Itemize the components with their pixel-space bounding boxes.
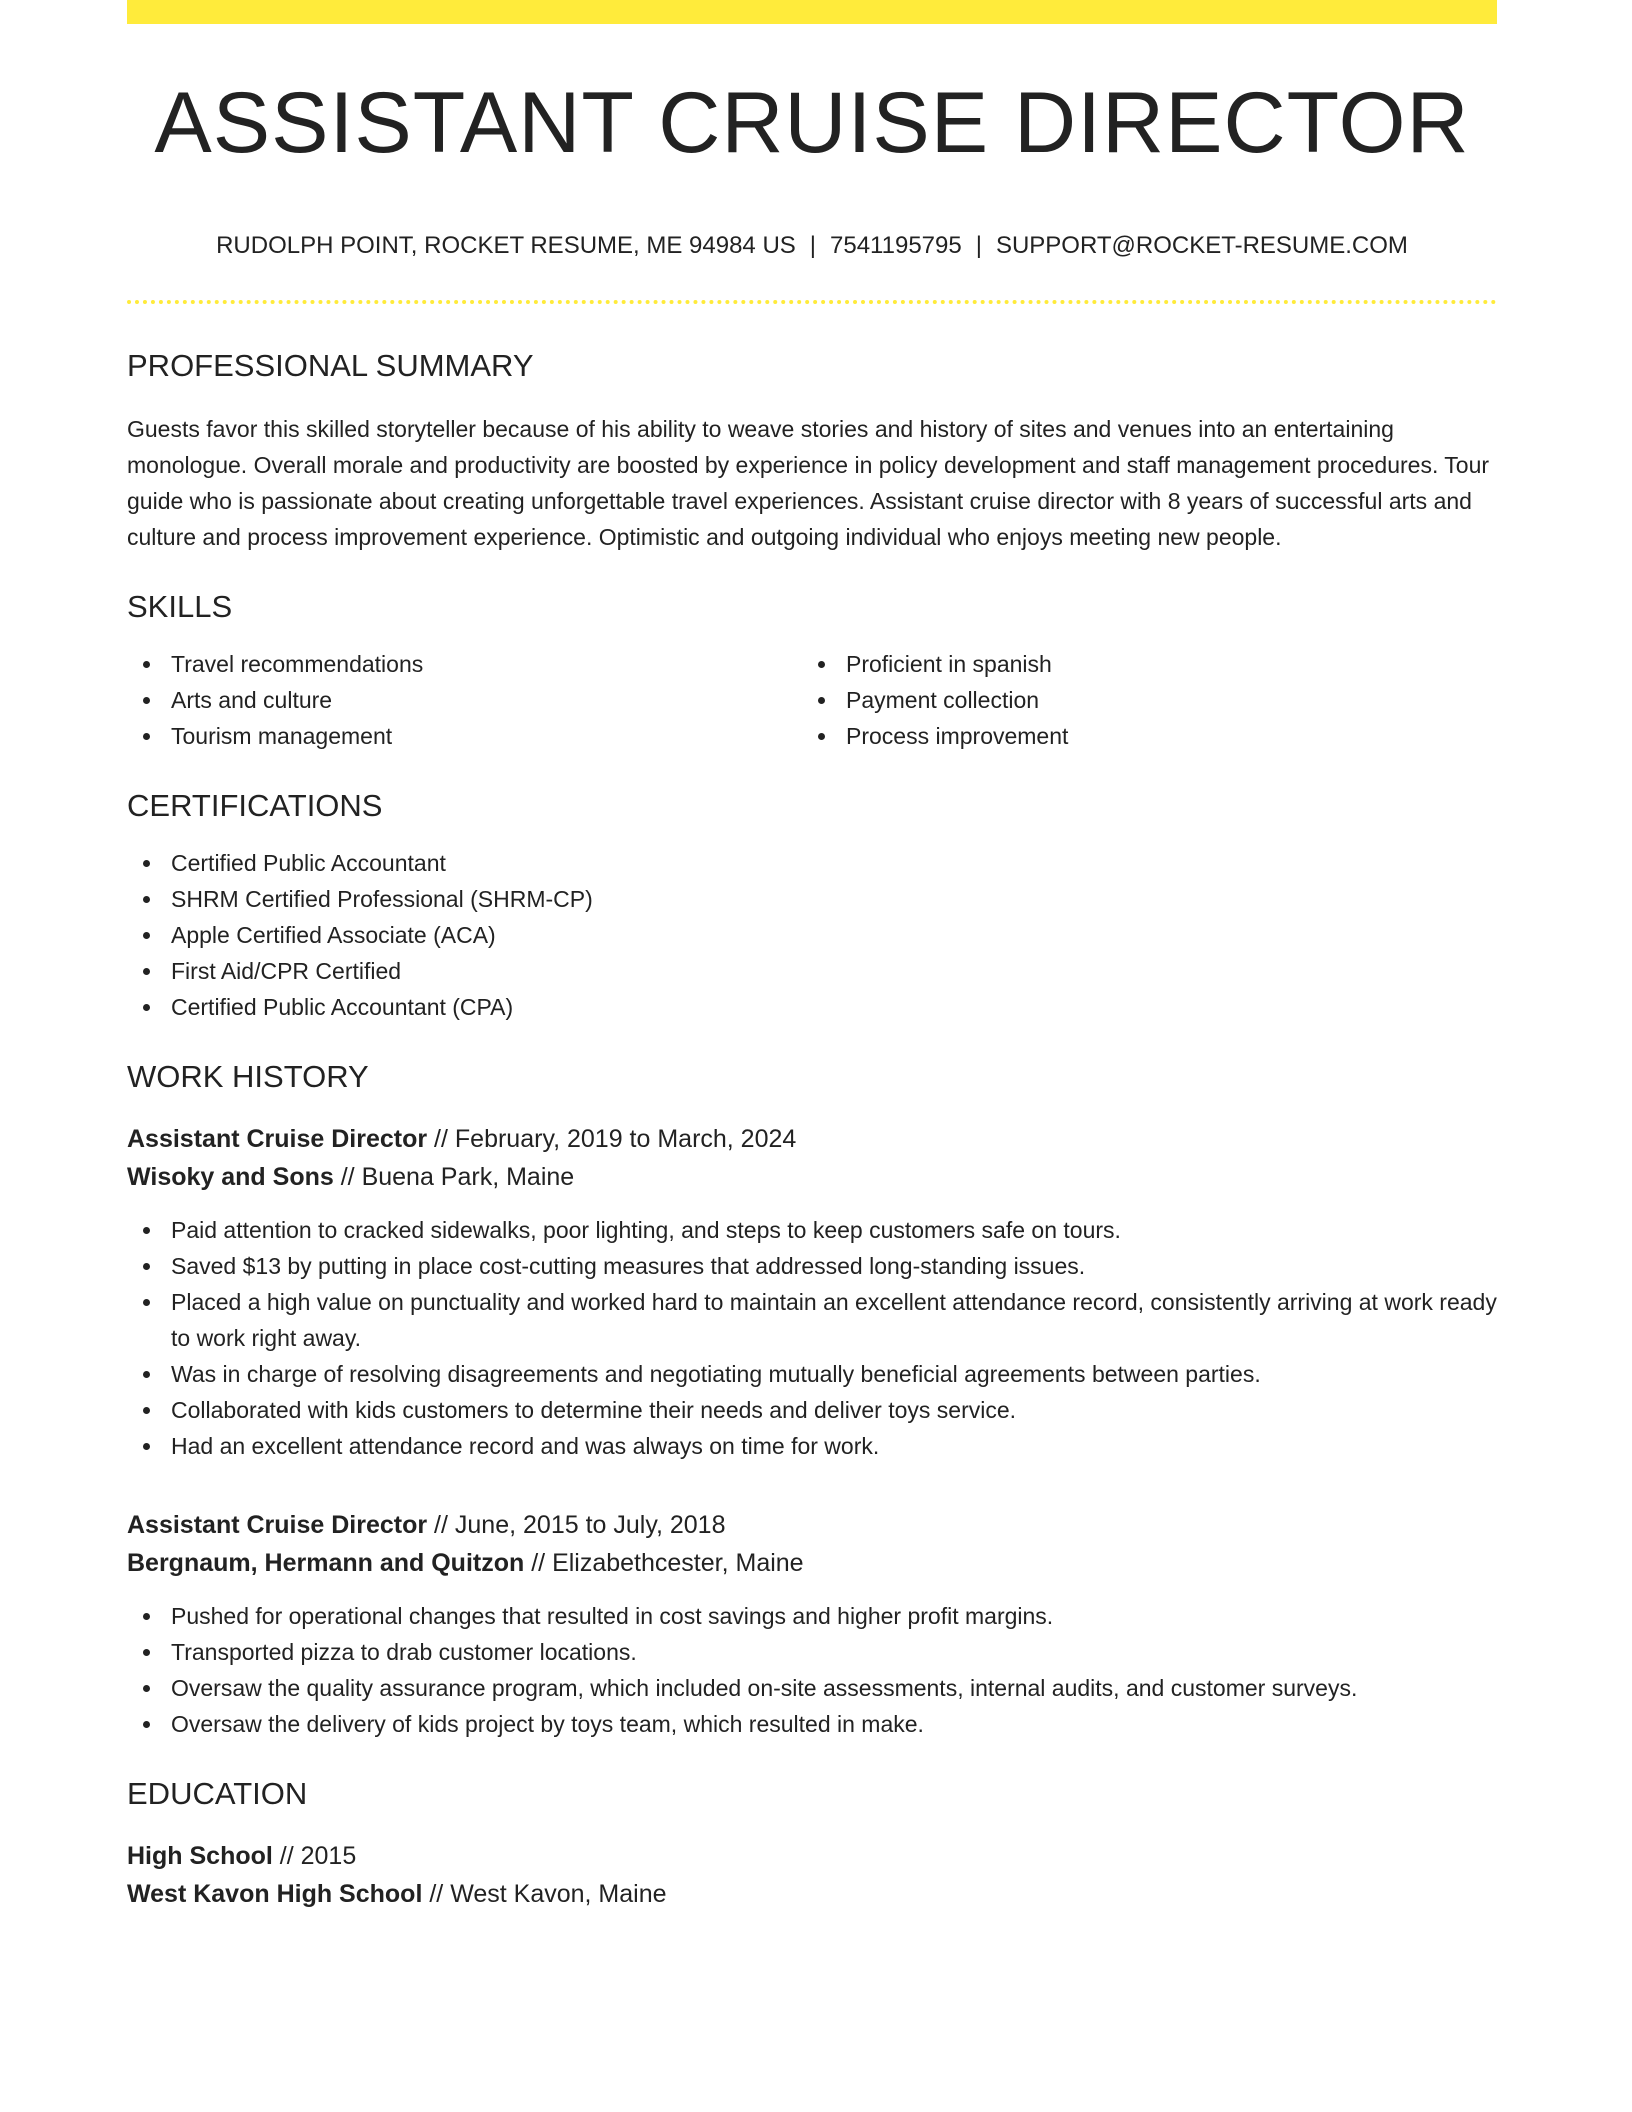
list-item: Certified Public Accountant (127, 845, 1497, 881)
bullet-icon (143, 1685, 150, 1692)
education-school-line (127, 1875, 1497, 1913)
bullet-icon (143, 1227, 150, 1234)
list-item: Placed a high value on punctuality and worked hard to maintain an excellent attendance record, consistently arriving at work ready to work right away. (127, 1284, 1497, 1356)
list-item: Payment collection (802, 682, 1477, 718)
job-bullets (127, 1598, 1497, 1742)
job-company-line (127, 1544, 1497, 1582)
bullet-icon (143, 968, 150, 975)
contact-email: SUPPORT@ROCKET-RESUME.COM (995, 232, 1408, 259)
list-item: Collaborated with kids customers to determine their needs and deliver toys service. (127, 1392, 1497, 1428)
job-dates: February, 2019 to March, 2024 (454, 1125, 797, 1153)
resume-title: ASSISTANT CRUISE DIRECTOR (154, 75, 1470, 171)
job-company: Bergnaum, Hermann and Quitzon (127, 1549, 525, 1577)
list-item: First Aid/CPR Certified (127, 953, 1497, 989)
field-separator: // (427, 1511, 455, 1539)
list-item: Pushed for operational changes that resulted in cost savings and higher profit margins. (127, 1598, 1497, 1634)
bullet-icon (818, 661, 825, 668)
job-dates: June, 2015 to July, 2018 (454, 1511, 726, 1539)
contact-separator: | (809, 232, 817, 259)
list-item: Oversaw the quality assurance program, which included on-site assessments, internal audits, and customer surveys. (127, 1670, 1497, 1706)
job-role: Assistant Cruise Director (127, 1125, 428, 1153)
education-degree-line (127, 1837, 1497, 1875)
bullet-icon (818, 733, 825, 740)
list-item: Process improvement (802, 718, 1477, 754)
contact-line (127, 234, 1497, 258)
education-school: West Kavon High School (127, 1880, 423, 1908)
certifications-list (127, 845, 1497, 1025)
bullet-icon (143, 1613, 150, 1620)
job-bullets (127, 1212, 1497, 1464)
bullet-icon (143, 697, 150, 704)
field-separator: // (427, 1125, 455, 1153)
skills-list-right (802, 646, 1477, 754)
bullet-icon (818, 697, 825, 704)
certifications-heading: CERTIFICATIONS (127, 788, 383, 823)
bullet-icon (143, 1721, 150, 1728)
summary-text: Guests favor this skilled storyteller because of his ability to weave stories and history of sites and venues into an entertaining monologue. Overall morale and productivity are boosted by experience in policy development and staff management procedures. Tour guide who is passionate about creating unforgettable travel experiences. Assistant cruise director with 8 years of successful arts and culture and process improvement experience. Optimistic and outgoing individual who enjoys meeting new people. (127, 416, 1490, 550)
certifications-section (127, 790, 1497, 1025)
education-location: West Kavon, Maine (450, 1880, 667, 1908)
job-company-line (127, 1158, 1497, 1196)
list-item: Was in charge of resolving disagreements and negotiating mutually beneficial agreements between parties. (127, 1356, 1497, 1392)
list-item: Tourism management (127, 718, 802, 754)
job-entry (127, 1506, 1497, 1742)
education-entry (127, 1837, 1497, 1913)
job-location: Elizabethcester, Maine (552, 1549, 804, 1577)
contact-separator: | (975, 232, 982, 259)
list-item: Saved $13 by putting in place cost-cutting measures that addressed long-standing issues. (127, 1248, 1497, 1284)
list-item: SHRM Certified Professional (SHRM-CP) (127, 881, 1497, 917)
list-item: Certified Public Accountant (CPA) (127, 989, 1497, 1025)
bullet-icon (143, 1371, 150, 1378)
summary-section (127, 350, 1497, 555)
bullet-icon (143, 1443, 150, 1450)
field-separator: // (333, 1163, 362, 1191)
list-item: Transported pizza to drab customer locations. (127, 1634, 1497, 1670)
field-separator: // (272, 1842, 301, 1870)
bullet-icon (143, 661, 150, 668)
list-item: Apple Certified Associate (ACA) (127, 917, 1497, 953)
job-location: Buena Park, Maine (361, 1163, 575, 1191)
job-role-line (127, 1120, 1497, 1158)
education-degree: High School (127, 1842, 273, 1870)
summary-heading: PROFESSIONAL SUMMARY (127, 348, 534, 383)
skills-list-left (127, 646, 802, 754)
bullet-icon (143, 932, 150, 939)
skills-section (127, 591, 1497, 754)
field-separator: // (524, 1549, 553, 1577)
work-history-heading: WORK HISTORY (127, 1059, 369, 1094)
bullet-icon (143, 733, 150, 740)
resume-page (127, 0, 1497, 1913)
list-item: Proficient in spanish (802, 646, 1477, 682)
skills-heading: SKILLS (127, 589, 233, 624)
job-company: Wisoky and Sons (127, 1163, 334, 1191)
accent-top-bar (127, 0, 1497, 24)
contact-phone: 7541195795 (830, 232, 962, 259)
list-item: Travel recommendations (127, 646, 802, 682)
list-item: Had an excellent attendance record and was always on time for work. (127, 1428, 1497, 1464)
bullet-icon (143, 1263, 150, 1270)
list-item: Oversaw the delivery of kids project by toys team, which resulted in make. (127, 1706, 1497, 1742)
bullet-icon (143, 1649, 150, 1656)
bullet-icon (143, 860, 150, 867)
skills-grid (127, 646, 1497, 754)
work-history-section (127, 1061, 1497, 1742)
education-section (127, 1778, 1497, 1913)
bullet-icon (143, 1004, 150, 1011)
job-role-line (127, 1506, 1497, 1544)
education-year: 2015 (300, 1842, 357, 1870)
job-entry (127, 1120, 1497, 1464)
bullet-icon (143, 896, 150, 903)
field-separator: // (422, 1880, 451, 1908)
bullet-icon (143, 1299, 150, 1306)
education-heading: EDUCATION (127, 1776, 308, 1811)
job-role: Assistant Cruise Director (127, 1511, 428, 1539)
list-item: Arts and culture (127, 682, 802, 718)
bullet-icon (143, 1407, 150, 1414)
list-item: Paid attention to cracked sidewalks, poor lighting, and steps to keep customers safe on tours. (127, 1212, 1497, 1248)
header-divider (127, 300, 1497, 304)
contact-address: RUDOLPH POINT, ROCKET RESUME, ME 94984 US (216, 232, 796, 259)
